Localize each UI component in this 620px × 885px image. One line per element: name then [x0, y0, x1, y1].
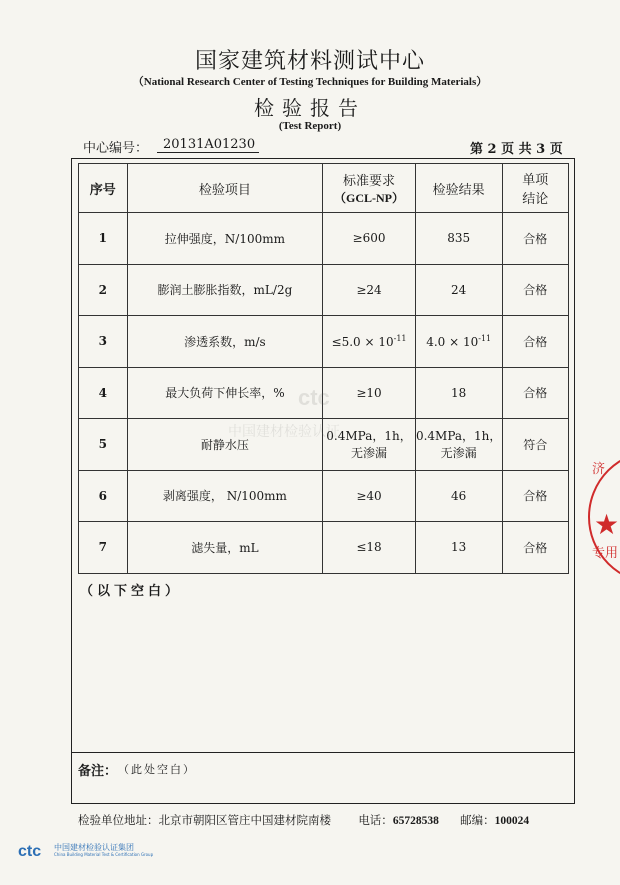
watermark [228, 385, 378, 445]
result: 18 [415, 367, 502, 419]
requirement: ≥40 [323, 470, 416, 522]
report-number: 20131A01230 [157, 137, 259, 153]
results-table [78, 163, 569, 574]
result: 835 [415, 213, 502, 265]
phone-label: 电话： [358, 813, 393, 827]
org-title: 国家建筑材料测试中心 [194, 49, 425, 74]
conclusion: 合格 [502, 522, 568, 574]
page-info: 第 2 页 共 3 页 [470, 142, 563, 157]
postcode-label: 邮编： [460, 813, 495, 827]
seal-text-bottom: 专用 [592, 546, 619, 561]
row-number: 6 [79, 470, 128, 522]
header-conclusion [502, 164, 568, 213]
requirement-base: ≤5.0 × 10 [331, 334, 394, 349]
table-header-row [79, 164, 569, 213]
requirement: ≤18 [323, 522, 416, 574]
org-english-title: （National Research Center of Testing Techniques for Building Materials） [132, 76, 488, 88]
requirement-line1: 0.4MPa，1h， [326, 429, 412, 444]
logo-mark: ctc [18, 843, 42, 860]
requirement: ≥600 [323, 213, 416, 265]
table-row [79, 264, 569, 316]
test-item: 剥离强度， N/100mm [127, 470, 323, 522]
row-number: 2 [79, 264, 128, 316]
table-row [79, 470, 569, 522]
header-requirement [323, 164, 416, 213]
requirement: ≥10 [323, 367, 416, 419]
conclusion: 合格 [502, 367, 568, 419]
row-number: 3 [79, 316, 128, 368]
address: 北京市朝阳区管庄中国建材院南楼 [158, 813, 331, 827]
result [415, 316, 502, 368]
header-conclusion-line1: 单项 [522, 173, 549, 188]
requirement: ≥24 [323, 264, 416, 316]
table-row [79, 316, 569, 368]
result [415, 419, 502, 471]
requirement-line2: 无渗漏 [351, 446, 388, 461]
watermark-text: 中国建材检验认证 [228, 424, 340, 440]
table-row [79, 522, 569, 574]
result-base: 4.0 × 10 [426, 334, 479, 349]
requirement-exponent: -11 [393, 333, 407, 343]
row-number: 1 [79, 213, 128, 265]
result-line1: 0.4MPa，1h， [415, 429, 502, 444]
header-conclusion-line2: 结论 [522, 192, 549, 207]
result-exponent: -11 [478, 333, 492, 343]
conclusion: 合格 [502, 213, 568, 265]
header-result: 检验结果 [415, 164, 502, 213]
header-requirement-standard: （GCL-NP） [334, 191, 404, 205]
phone: 65728538 [392, 815, 439, 827]
test-item: 最大负荷下伸长率，% [127, 367, 323, 419]
conclusion: 合格 [502, 264, 568, 316]
test-item: 膨润土膨胀指数，mL/2g [127, 264, 323, 316]
watermark-logo: ctc [298, 385, 330, 410]
star-icon: ★ [594, 508, 620, 541]
row-number: 7 [79, 522, 128, 574]
test-item: 渗透系数，m/s [127, 316, 323, 368]
test-item: 拉伸强度，N/100mm [127, 213, 323, 265]
table-row [79, 213, 569, 265]
ctc-logo [18, 841, 154, 861]
conclusion: 符合 [502, 419, 568, 471]
postcode: 100024 [494, 815, 530, 827]
footer [78, 812, 578, 828]
conclusion: 合格 [502, 470, 568, 522]
document-title: 检验报告 [254, 96, 366, 120]
result: 24 [415, 264, 502, 316]
header-item: 检验项目 [127, 164, 323, 213]
remark-text: （此处空白） [118, 763, 196, 776]
header-requirement-label: 标准要求 [343, 174, 396, 189]
blank-note: （以下空白） [80, 584, 183, 599]
remark-label: 备注： [78, 764, 118, 779]
test-item: 滤失量，mL [127, 522, 323, 574]
address-label: 检验单位地址： [78, 813, 159, 827]
result-line2: 无渗漏 [440, 446, 477, 461]
result: 46 [415, 470, 502, 522]
requirement [323, 316, 416, 368]
result: 13 [415, 522, 502, 574]
red-seal-stamp [588, 450, 620, 590]
logo-chinese-name: 中国建材检验认证集团 [54, 843, 134, 852]
remark-divider [71, 752, 575, 753]
document-english-title: (Test Report) [278, 120, 342, 132]
seal-text-top: 济 [592, 462, 606, 477]
row-number: 4 [79, 367, 128, 419]
conclusion: 合格 [502, 316, 568, 368]
header-no: 序号 [79, 164, 128, 213]
test-item: 耐静水压 [127, 419, 323, 471]
logo-english-name: China Building Material Test & Certification Group [54, 852, 154, 857]
report-number-label: 中心编号： [83, 141, 149, 156]
row-number: 5 [79, 419, 128, 471]
